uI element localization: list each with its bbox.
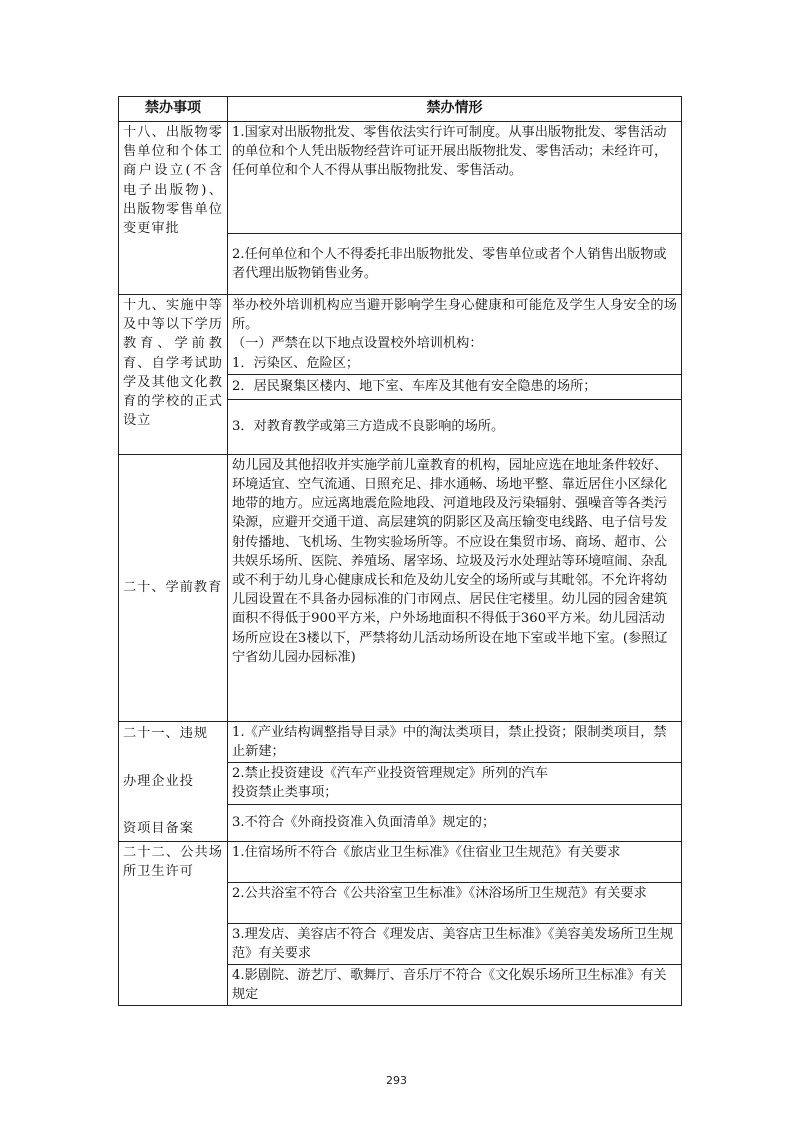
item-line: 办理企业投 (123, 773, 194, 789)
table-row (119, 295, 682, 375)
situation-cell: 3．对教育教学或第三方造成不良影响的场所。 (228, 399, 682, 454)
situation-cell: 3.理发店、美容店不符合《理发店、美容店卫生标准》《美容美发场所卫生规范》有关要求 (228, 923, 682, 964)
page-number: 293 (386, 1074, 407, 1087)
table-row (119, 122, 682, 234)
situation-intro: 举办校外培训机构应当避开影响学生身心健康和可能危及学生人身安全的场所。 (232, 298, 677, 333)
item-line: 二十一、违规 (123, 726, 209, 742)
item-cell-19: 十九、实施中等及中等以下学历教育、学前教育、自学考试助学及其他文化教育的学校的正式设立 (119, 295, 228, 455)
situation-cell: 4.影剧院、游艺厅、歌舞厅、音乐厅不符合《文化娱乐场所卫生标准》有关规定 (228, 965, 682, 1006)
situation-cell (228, 763, 682, 804)
item-cell-18: 十八、出版物零售单位和个体工商户设立(不含电子出版物)、出版物零售单位变更审批 (119, 122, 228, 295)
item-cell-21 (119, 721, 228, 841)
situation-cell: 2．居民聚集区楼内、地下室、车库及其他有安全隐患的场所； (228, 374, 682, 399)
table-row (119, 454, 682, 721)
prohibited-items-table (118, 96, 682, 1006)
situation-subheading: （一）严禁在以下地点设置校外培训机构： (232, 336, 483, 352)
situation-cell: 3.不符合《外商投资准入负面清单》规定的； (228, 804, 682, 841)
situation-cell: 1.住宿场所不符合《旅店业卫生标准》《住宿业卫生规范》有关要求 (228, 841, 682, 882)
situation-cell: 2.任何单位和个人不得委托非出版物批发、零售单位或者个人销售出版物或者代理出版物销售业务。 (228, 233, 682, 294)
header-prohibited-situation: 禁办情形 (228, 97, 682, 122)
spacer (123, 744, 223, 772)
item-cell-22: 二十二、公共场所卫生许可 (119, 841, 228, 1006)
table-header-row (119, 97, 682, 122)
situation-cell: 1.国家对出版物批发、零售依法实行许可制度。从事出版物批发、零售活动的单位和个人凭出版物经营许可证开展出版物批发、零售活动；未经许可，任何单位和个人不得从事出版物批发、零售活动。 (228, 122, 682, 234)
header-prohibited-item: 禁办事项 (119, 97, 228, 122)
spacer (123, 791, 223, 819)
situation-item: 1．污染区、危险区； (232, 355, 360, 371)
situation-cell: 1.《产业结构调整指导目录》中的淘汰类项目，禁止投资；限制类项目，禁止新建； (228, 721, 682, 762)
item-line: 资项目备案 (123, 820, 194, 836)
situation-line: 2.禁止投资建设《汽车产业投资管理规定》所列的汽车 (232, 766, 548, 782)
item-cell-20: 二十、学前教育 (119, 454, 228, 721)
situation-cell: 幼儿园及其他招收并实施学前儿童教育的机构，园址应选在地址条件较好、环境适宜、空气流通、日照充足、排水通畅、场地平整、靠近居住小区绿化地带的地方。应远离地震危险地段、河道地段及污染辐射、强噪音等各类污染源，应避开交通干道、高层建筑的阴影区及高压输变电线路、电子信号发射传播地、飞机场、生物实验场所等。不应设在集贸市场、商场、超市、公共娱乐场所、医院、养殖场、屠宰场、垃圾及污水处理站等环境喧闹、杂乱或不利于幼儿身心健康成长和危及幼儿安全的场所或与其毗邻。不允许将幼儿园设置在不具备办园标准的门市网点、居民住宅楼里。幼儿园的园舍建筑面积不得低于900平方米，户外场地面积不得低于360平方米。幼儿园活动场所应设在3楼以下，严禁将幼儿活动场所设在地下室或半地下室。(参照辽宁省幼儿园办园标准) (228, 454, 682, 721)
situation-cell: 2.公共浴室不符合《公共浴室卫生标准》《沐浴场所卫生规范》有关要求 (228, 882, 682, 923)
situation-line: 投资禁止类事项； (232, 785, 338, 801)
table-row (119, 841, 682, 882)
table-row (119, 721, 682, 762)
situation-cell (228, 295, 682, 375)
